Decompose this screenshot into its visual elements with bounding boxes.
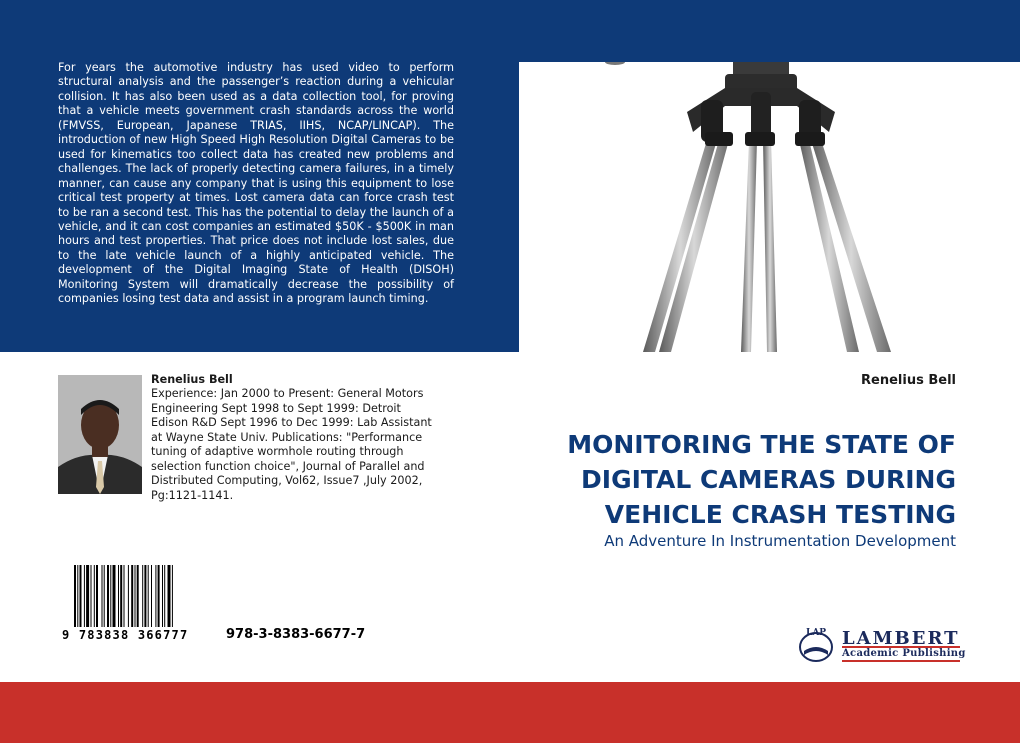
isbn-number: 978-3-8383-6677-7	[226, 627, 366, 642]
tripod-photo	[519, 62, 1020, 352]
barcode-bar	[164, 565, 165, 627]
author-portrait-icon	[58, 375, 142, 494]
barcode-bar	[77, 565, 78, 627]
barcode-icon	[74, 565, 212, 627]
barcode-digits: 9 783838 366777	[62, 628, 189, 642]
barcode-bar	[74, 565, 76, 627]
barcode-bar	[94, 565, 95, 627]
bio-text: Experience: Jan 2000 to Present: General Motors Engineering Sept 1998 to Sept 1999: Detroit Edison R&D Sept 1996 to Dec 1999: Lab Assistant at Wayne State Univ. Publications: "Performance tuning of adaptive wormhole routing through selection function choice", Journal of Parallel and Distributed Computing, Vol62, Issue7 ,July 2002, Pg:1121-1141.	[151, 387, 432, 502]
barcode-bar	[113, 565, 116, 627]
back-cover-blurb: For years the automotive industry has used video to perform structural analysis and the passenger’s reaction during a vehicular collision. It has also been used as a data collection tool, for proving that a vehicle meets government crash standards across the world (FMVSS, European, Japanese TRIAS, IIHS, NCAP/LINCAP). The introduction of new High Speed High Resolution Digital Cameras to be used for kinematics too collect data has created new problems and challenges. The lack of properly detecting camera failures, in a timely manner, can cause any company that is using this equipment to lose critical test property at times. Lost camera data can force crash test to be ran a second test. This has the potential to delay the launch of a vehicle, and it can cost companies an estimated $50K - $500K in man hours and test properties. That price does not include lost sales, due to the late vehicle launch of a highly anticipated vehicle. The development of the Digital Imaging State of Health (DISOH) Monitoring System will dramatically decrease the possibility of companies losing test data and assist in a program launch timing.	[58, 61, 454, 306]
barcode-bar	[131, 565, 133, 627]
publisher-monogram: LAP	[806, 628, 827, 638]
barcode-bar	[155, 565, 156, 627]
publisher-name: LAMBERT	[842, 628, 960, 649]
barcode-bar	[102, 565, 103, 627]
barcode-bar	[91, 565, 92, 627]
barcode-bar	[144, 565, 146, 627]
book-title: MONITORING THE STATE OF DIGITAL CAMERAS DURING VEHICLE CRASH TESTING	[567, 430, 956, 529]
bio-author-name: Renelius Bell	[151, 373, 233, 386]
barcode-bar	[172, 565, 173, 627]
barcode-bar	[84, 565, 85, 627]
barcode-bar	[151, 565, 152, 627]
barcode-bar	[142, 565, 143, 627]
barcode-bar	[110, 565, 111, 627]
front-author-name: Renelius Bell	[861, 373, 956, 388]
barcode-bar	[107, 565, 109, 627]
barcode-bar	[135, 565, 136, 627]
barcode-bar	[118, 565, 119, 627]
barcode-bar	[80, 565, 82, 627]
barcode-bar	[96, 565, 98, 627]
barcode-bar	[148, 565, 149, 627]
barcode-bar	[158, 565, 160, 627]
tripod-icon	[519, 62, 1020, 352]
barcode-bar	[104, 565, 105, 627]
barcode-bar	[168, 565, 171, 627]
barcode-bar	[137, 565, 139, 627]
author-photo	[58, 375, 142, 494]
top-navy-band	[0, 0, 1020, 62]
barcode-bar	[86, 565, 89, 627]
publisher-tagline: Academic Publishing	[842, 648, 966, 659]
barcode-bar	[162, 565, 163, 627]
bottom-red-band	[0, 682, 1020, 743]
barcode-bar	[120, 565, 122, 627]
barcode-bar	[128, 565, 129, 627]
barcode-bar	[124, 565, 125, 627]
book-subtitle: An Adventure In Instrumentation Development	[604, 532, 956, 550]
